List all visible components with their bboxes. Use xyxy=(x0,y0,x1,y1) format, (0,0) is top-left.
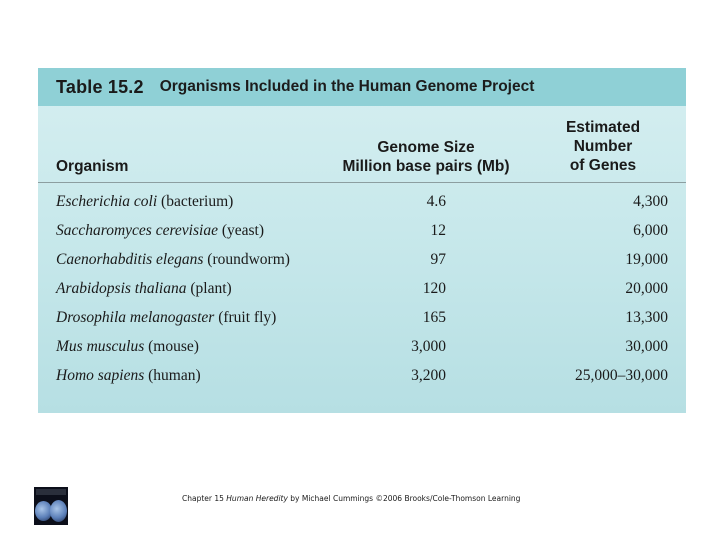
common-name: (bacterium) xyxy=(157,193,234,210)
scientific-name: Drosophila melanogaster xyxy=(56,309,215,326)
header-genes-line1: Estimated xyxy=(565,119,641,136)
scientific-name: Saccharomyces cerevisiae xyxy=(56,222,218,239)
gene-count-cell: 30,000 xyxy=(625,338,668,355)
gene-count-cell: 25,000–30,000 xyxy=(575,367,668,384)
footer-book-title: Human Heredity xyxy=(226,494,288,503)
common-name: (roundworm) xyxy=(203,251,290,268)
header-organism xyxy=(56,157,128,176)
organism-cell xyxy=(56,280,232,298)
organism-cell xyxy=(56,367,201,385)
organism-cell xyxy=(56,222,264,240)
table-body xyxy=(38,189,686,392)
organism-cell xyxy=(56,309,276,327)
book-cover-strip xyxy=(36,489,66,495)
table-title: Organisms Included in the Human Genome Project xyxy=(159,78,535,95)
genome-size-cell: 165 xyxy=(422,309,446,326)
header-genome-size xyxy=(326,138,526,176)
header-organism-label: Organism xyxy=(56,158,129,175)
header-genome-size-line1: Genome Size xyxy=(377,139,475,156)
common-name: (mouse) xyxy=(144,338,199,355)
footer-prefix: Chapter 15 xyxy=(182,494,227,503)
genome-size-cell: 4.6 xyxy=(426,193,446,210)
table-row xyxy=(38,334,686,363)
genome-size-cell: 3,200 xyxy=(411,367,446,384)
table-row xyxy=(38,247,686,276)
scientific-name: Caenorhabditis elegans xyxy=(56,251,204,268)
header-genes-line3: of Genes xyxy=(569,157,637,174)
genome-table xyxy=(38,68,686,413)
gene-count-cell: 19,000 xyxy=(625,251,668,268)
common-name: (plant) xyxy=(186,280,232,297)
organism-cell xyxy=(56,251,290,269)
table-row xyxy=(38,305,686,334)
table-banner xyxy=(38,68,686,106)
table-row xyxy=(38,276,686,305)
book-cover-face xyxy=(50,500,67,522)
scientific-name: Homo sapiens xyxy=(56,367,145,384)
gene-count-cell: 6,000 xyxy=(633,222,668,239)
table-row xyxy=(38,189,686,218)
footer-suffix: by Michael Cummings ©2006 Brooks/Cole-Thomson Learning xyxy=(287,494,521,503)
table-row xyxy=(38,218,686,247)
scientific-name: Mus musculus xyxy=(56,338,145,355)
header-genes-line2: Number xyxy=(573,138,633,155)
genome-size-cell: 97 xyxy=(430,251,446,268)
table-row xyxy=(38,363,686,392)
organism-cell xyxy=(56,193,233,211)
scientific-name: Escherichia coli xyxy=(56,193,158,210)
gene-count-cell: 20,000 xyxy=(625,280,668,297)
genome-size-cell: 120 xyxy=(422,280,446,297)
common-name: (fruit fly) xyxy=(214,309,277,326)
gene-count-cell: 13,300 xyxy=(625,309,668,326)
table-number: Table 15.2 xyxy=(56,76,144,97)
header-estimated-genes xyxy=(548,118,658,175)
gene-count-cell: 4,300 xyxy=(633,193,668,210)
scientific-name: Arabidopsis thaliana xyxy=(56,280,187,297)
common-name: (human) xyxy=(144,367,201,384)
common-name: (yeast) xyxy=(217,222,265,239)
header-genome-size-line2: Million base pairs (Mb) xyxy=(342,158,510,175)
footer-citation xyxy=(182,494,520,503)
book-cover-icon xyxy=(34,487,68,525)
genome-size-cell: 3,000 xyxy=(411,338,446,355)
genome-size-cell: 12 xyxy=(430,222,446,239)
organism-cell xyxy=(56,338,199,356)
header-divider xyxy=(38,182,686,183)
